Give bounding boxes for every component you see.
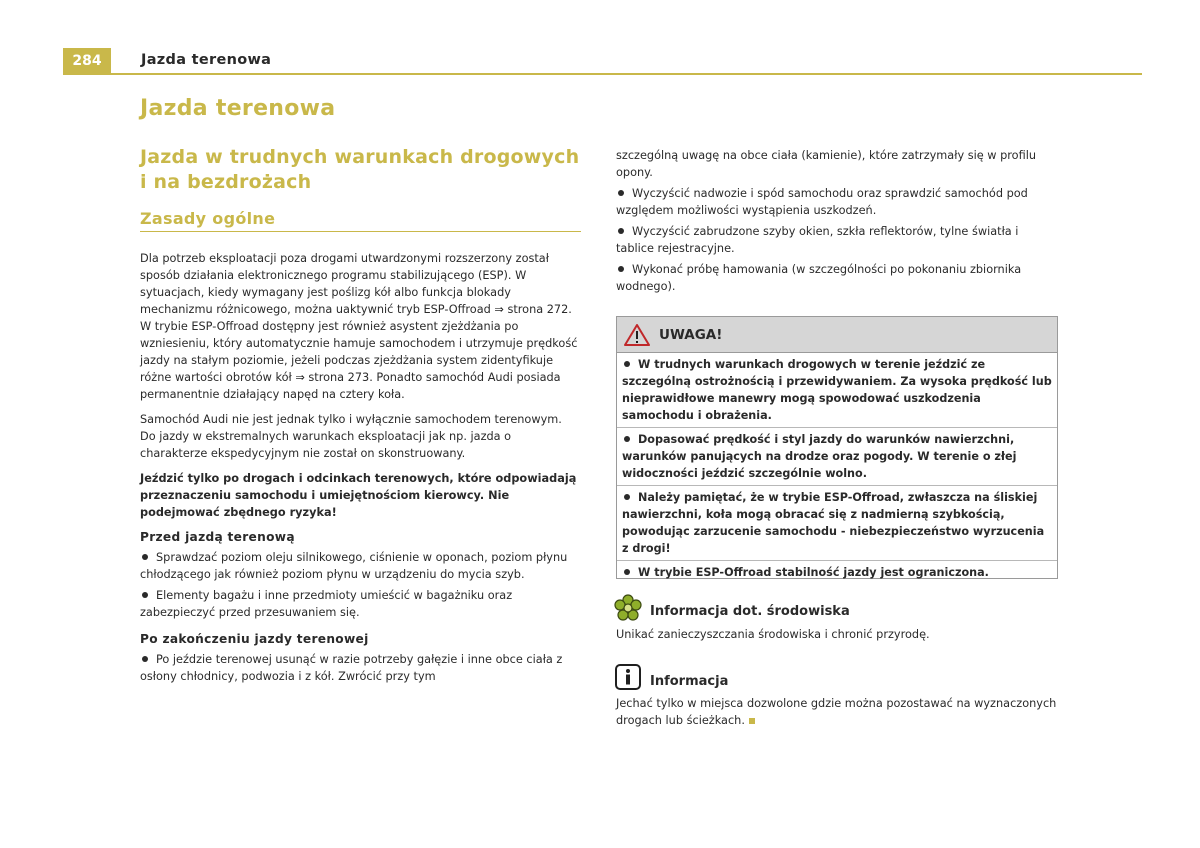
bullet-icon: [624, 494, 630, 500]
warning-item: Należy pamiętać, że w trybie ESP-Offroad, zwłaszcza na śliskiej nawierzchni, koła mogą obracać się z nadmierną szybkością, powodując zarzucenie samochodu - niebezpieczeństwo wyrzucenia z drogi!: [617, 486, 1057, 561]
continuation-text: szczególną uwagę na obce ciała (kamienie), które zatrzymały się w profilu opony.: [616, 149, 1037, 179]
bullet-icon: [142, 656, 148, 662]
page-number: 284: [63, 48, 111, 74]
list-item: Elementy bagażu i inne przedmioty umieścić w bagażniku oraz zabezpieczyć przed przesuwaniem się.: [140, 589, 513, 619]
subsection-title: Zasady ogólne: [140, 209, 276, 228]
bullet-icon: [618, 266, 624, 272]
warning-header: [617, 317, 1057, 353]
environment-title: Informacja dot. środowiska: [650, 604, 850, 619]
left-column: [140, 250, 580, 689]
info-text: Jechać tylko w miejsca dozwolone gdzie można pozostawać na wyznaczonych drogach lub ścieżkach.: [616, 697, 1057, 727]
list-item: Po jeździe terenowej usunąć w razie potrzeby gałęzie i inne obce ciała z osłony chłodnicy, podwozia i z kół. Zwrócić przy tym: [140, 653, 563, 683]
running-title: Jazda terenowa: [141, 52, 272, 68]
after-offroad-heading: Po zakończeniu jazdy terenowej: [140, 632, 369, 646]
header-rule: [63, 73, 1142, 75]
list-item: Sprawdzać poziom oleju silnikowego, ciśnienie w oponach, poziom płynu chłodzącego jak również poziom płynu w urządzeniu do mycia szyb.: [140, 551, 568, 581]
bullet-icon: [624, 436, 630, 442]
warning-title: UWAGA!: [659, 326, 723, 343]
environment-text: Unikać zanieczyszczania środowiska i chronić przyrodę.: [616, 628, 930, 641]
warning-item: W trudnych warunkach drogowych w terenie jeździć ze szczególną ostrożnością i przewidywaniem. Za wysoka prędkość lub nieprawidłowe manewry mogą spowodować uszkodzenia samochodu i obrażenia.: [617, 353, 1057, 428]
intro-paragraph-1: Dla potrzeb eksploatacji poza drogami utwardzonymi rozszerzony został sposób działania elektronicznego programu stabilizującego (ESP). W sytuacjach, kiedy wymagany jest poślizg kół albo funkcja blokady mechanizmu różnicowego, można uaktywnić tryb ESP-Offroad ⇒ strona 272. W trybie ESP-Offroad dostępny jest również asystent zjeżdżania po wzniesieniu, który automatycznie hamuje samochodem i utrzymuje prędkość jazdy na stałym poziomie, jeżeli podczas zjeżdżania system zidentyfikuje różne wartości obrotów kół ⇒ strona 273. Ponadto samochód Audi posiada permanentnie działający napęd na cztery koła.: [140, 252, 578, 401]
bold-note: Jeździć tylko po drogach i odcinkach terenowych, które odpowiadają przeznaczeniu samochodu i umiejętnościom kierowcy. Nie podejmować zbędnego ryzyka!: [140, 472, 577, 519]
warning-box: [616, 316, 1058, 579]
bullet-icon: [142, 554, 148, 560]
bullet-icon: [618, 190, 624, 196]
subsection-rule: [140, 231, 581, 232]
info-icon: [615, 664, 641, 690]
bullet-icon: [624, 361, 630, 367]
warning-item: W trybie ESP-Offroad stabilność jazdy jest ograniczona.: [617, 561, 1057, 584]
info-title: Informacja: [650, 674, 729, 689]
page-title: Jazda terenowa: [140, 96, 336, 121]
list-item: Wyczyścić zabrudzone szyby okien, szkła reflektorów, tylne światła i tablice rejestracyjne.: [616, 225, 1019, 255]
warning-item: Dopasować prędkość i styl jazdy do warunków nawierzchni, warunków panujących na drodze oraz pogody. W terenie o złej widoczności jeździć szczególnie wolno.: [617, 428, 1057, 486]
bullet-icon: [618, 228, 624, 234]
warning-triangle-icon: [623, 323, 651, 347]
before-offroad-heading: Przed jazdą terenową: [140, 530, 295, 544]
list-item: Wyczyścić nadwozie i spód samochodu oraz sprawdzić samochód pod względem możliwości wystąpienia uszkodzeń.: [616, 187, 1028, 217]
section-title: Jazda w trudnych warunkach drogowych i na bezdrożach: [140, 146, 580, 193]
end-mark-icon: [749, 718, 755, 724]
right-column: [616, 147, 1057, 299]
bullet-icon: [142, 592, 148, 598]
intro-paragraph-2: Samochód Audi nie jest jednak tylko i wyłącznie samochodem terenowym. Do jazdy w ekstremalnych warunkach eksploatacji jak np. jazda o charakterze ekspedycyjnym nie został on skonstruowany.: [140, 413, 562, 460]
flower-icon: [614, 594, 642, 622]
bullet-icon: [624, 569, 630, 575]
list-item: Wykonać próbę hamowania (w szczególności po pokonaniu zbiornika wodnego).: [616, 263, 1022, 293]
